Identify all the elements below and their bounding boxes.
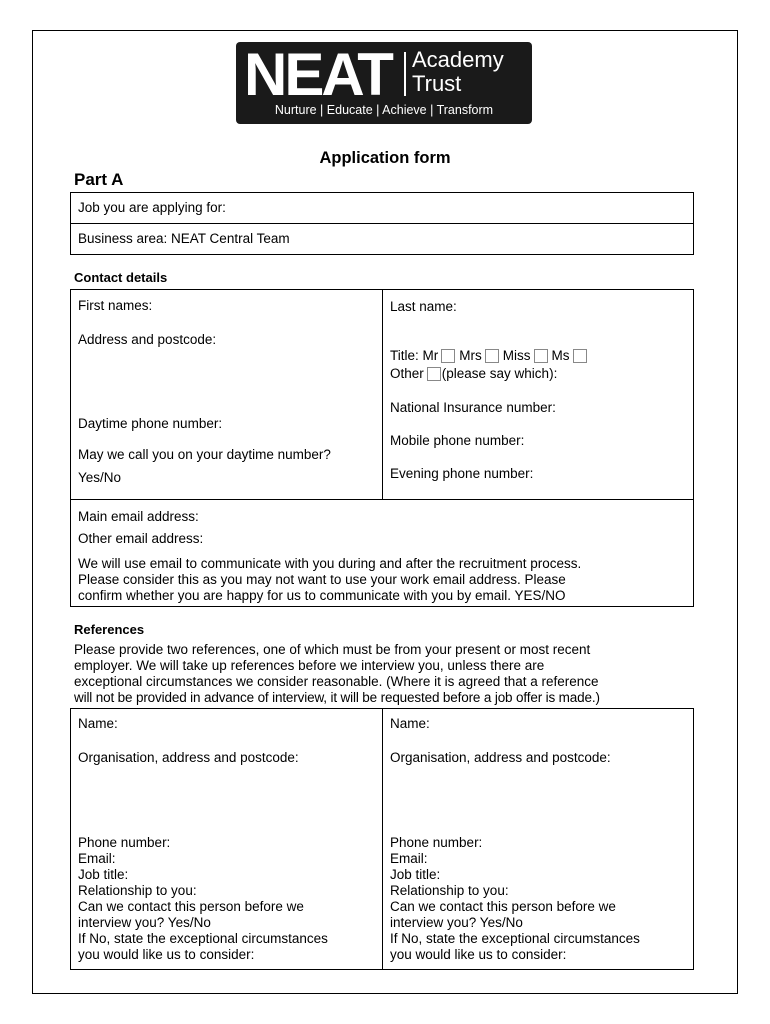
reference-name-field[interactable]: Name: (390, 716, 430, 731)
logo-brand: NEAT (244, 41, 391, 108)
reference-phone-field[interactable]: Phone number: (78, 835, 171, 850)
references-intro-line2: employer. We will take up references before we interview you, unless there are (74, 658, 545, 673)
email-note-line1: We will use email to communicate with you during and after the recruitment process. (78, 556, 582, 571)
last-name-field[interactable]: Last name: (390, 299, 457, 314)
reference-name-field[interactable]: Name: (78, 716, 118, 731)
address-field[interactable]: Address and postcode: (78, 332, 217, 347)
reference-if-no-line1: If No, state the exceptional circumstances (78, 931, 328, 946)
references-intro-line3: exceptional circumstances we consider reasonable. (Where it is agreed that a reference (74, 674, 599, 689)
reference-contact-answer[interactable]: interview you? Yes/No (390, 915, 523, 930)
may-we-call-answer[interactable]: Yes/No (78, 470, 122, 485)
contact-column-divider (382, 289, 383, 499)
references-heading: References (74, 622, 145, 637)
title-mr-label: Title: Mr (390, 348, 439, 363)
part-heading: Part A (74, 170, 124, 189)
reference-organisation-field[interactable]: Organisation, address and postcode: (78, 750, 299, 765)
other-email-field[interactable]: Other email address: (78, 531, 204, 546)
reference-phone-field[interactable]: Phone number: (390, 835, 483, 850)
reference-job-title-field[interactable]: Job title: (390, 867, 441, 882)
reference-organisation-field[interactable]: Organisation, address and postcode: (390, 750, 611, 765)
title-other-label: Other (390, 366, 424, 381)
form-title: Application form (319, 149, 451, 167)
job-divider (70, 223, 694, 224)
reference-job-title-field[interactable]: Job title: (78, 867, 129, 882)
title-mrs-label: Mrs (459, 348, 482, 363)
title-other-suffix: (please say which): (441, 366, 558, 381)
title-mr-checkbox[interactable] (441, 349, 455, 363)
logo-divider (404, 52, 406, 96)
reference-if-no-line2[interactable]: you would like us to consider: (390, 947, 567, 962)
title-ms-label: Ms (551, 348, 570, 363)
reference-relationship-field[interactable]: Relationship to you: (78, 883, 197, 898)
email-note-line2: Please consider this as you may not want to use your work email address. Please (78, 572, 566, 587)
may-we-call-question: May we call you on your daytime number? (78, 447, 331, 462)
references-intro-line1: Please provide two references, one of which must be from your present or most recent (74, 642, 591, 657)
ni-number-field[interactable]: National Insurance number: (390, 400, 556, 415)
reference-contact-question: Can we contact this person before we (78, 899, 304, 914)
neat-academy-trust-logo (236, 42, 532, 124)
evening-phone-field[interactable]: Evening phone number: (390, 466, 534, 481)
main-email-field[interactable]: Main email address: (78, 509, 199, 524)
reference-contact-question: Can we contact this person before we (390, 899, 616, 914)
title-ms-checkbox[interactable] (573, 349, 587, 363)
references-intro-line4: will not be provided in advance of interview, it will be requested before a job offer is made.) (74, 690, 600, 705)
logo-line2: Trust (412, 71, 462, 96)
daytime-phone-field[interactable]: Daytime phone number: (78, 416, 223, 431)
contact-email-divider (70, 499, 694, 500)
logo-tagline: Nurture | Educate | Achieve | Transform (274, 103, 494, 117)
first-names-field[interactable]: First names: (78, 298, 153, 313)
contact-heading: Contact details (74, 270, 168, 285)
title-row (390, 348, 591, 364)
title-other-row (390, 366, 557, 382)
title-other-checkbox[interactable] (427, 367, 441, 381)
reference-if-no-line2[interactable]: you would like us to consider: (78, 947, 255, 962)
title-miss-label: Miss (502, 348, 531, 363)
references-column-divider (382, 708, 383, 970)
job-applying-field[interactable]: Job you are applying for: (78, 200, 226, 215)
reference-email-field[interactable]: Email: (78, 851, 116, 866)
logo-line1: Academy (412, 47, 504, 72)
email-note-line3: confirm whether you are happy for us to communicate with you by email. YES/NO (78, 588, 566, 603)
reference-relationship-field[interactable]: Relationship to you: (390, 883, 509, 898)
reference-email-field[interactable]: Email: (390, 851, 428, 866)
mobile-phone-field[interactable]: Mobile phone number: (390, 433, 525, 448)
business-area-text: Business area: NEAT Central Team (78, 231, 290, 246)
reference-contact-answer[interactable]: interview you? Yes/No (78, 915, 211, 930)
title-mrs-checkbox[interactable] (485, 349, 499, 363)
title-miss-checkbox[interactable] (534, 349, 548, 363)
reference-if-no-line1: If No, state the exceptional circumstances (390, 931, 640, 946)
